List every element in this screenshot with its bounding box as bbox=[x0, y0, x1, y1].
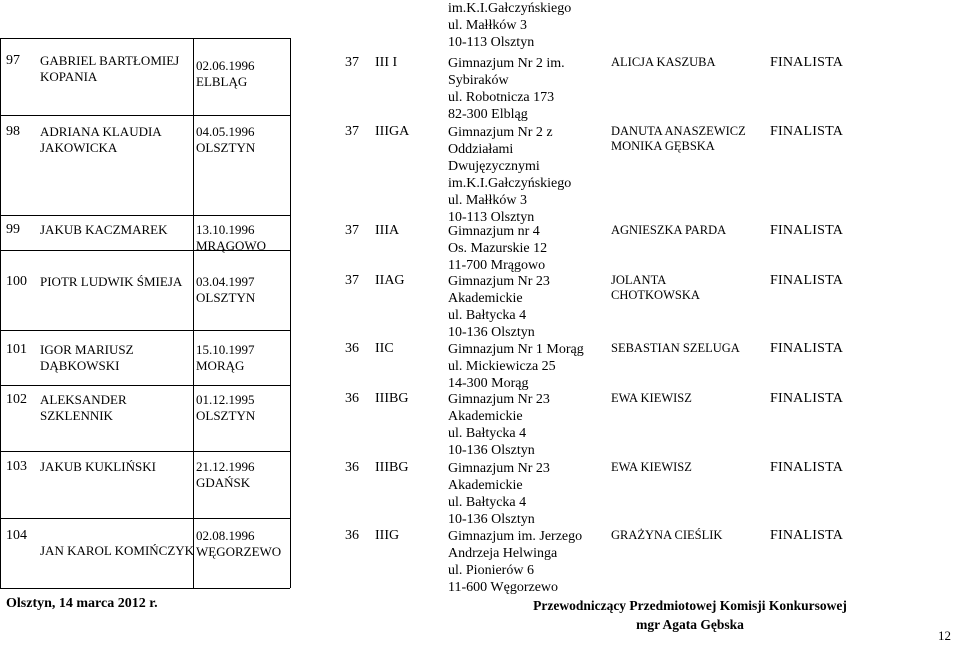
page-number: 12 bbox=[938, 628, 951, 643]
birth-info: 13.10.1996 MRĄGOWO bbox=[196, 222, 267, 253]
points-class: 36 IIC bbox=[345, 341, 394, 356]
status-label: FINALISTA bbox=[770, 391, 844, 406]
school-info: Gimnazjum Nr 23 Akademickie ul. Bałtycka 4 10-136 Olsztyn bbox=[448, 274, 550, 340]
points-class: 37 IIAG bbox=[345, 273, 405, 288]
points-class: 36 IIIBG bbox=[345, 391, 409, 406]
row-number: 102 bbox=[6, 392, 27, 407]
birth-info: 15.10.1997 MORĄG bbox=[196, 342, 255, 373]
student-name: PIOTR LUDWIK ŚMIEJA bbox=[40, 274, 183, 289]
school-info: Gimnazjum Nr 23 Akademickie ul. Bałtycka 4 10-136 Olsztyn bbox=[448, 461, 550, 527]
school-info: Gimnazjum im. Jerzego Andrzeja Helwinga ul. Pionierów 6 11-600 Węgorzewo bbox=[448, 529, 583, 595]
row-divider bbox=[0, 385, 290, 386]
status-label: FINALISTA bbox=[770, 124, 844, 139]
column-divider bbox=[290, 38, 291, 588]
column-divider bbox=[0, 38, 1, 588]
row-divider bbox=[0, 38, 290, 39]
row-divider bbox=[0, 588, 290, 589]
student-name: IGOR MARIUSZ DĄBKOWSKI bbox=[40, 342, 134, 373]
status-label: FINALISTA bbox=[770, 223, 844, 238]
student-name: ALEKSANDER SZKLENNIK bbox=[40, 392, 127, 423]
status-label: FINALISTA bbox=[770, 273, 844, 288]
column-divider bbox=[193, 38, 194, 588]
student-name: GABRIEL BARTŁOMIEJ KOPANIA bbox=[40, 53, 180, 84]
signature-block bbox=[520, 596, 860, 634]
status-label: FINALISTA bbox=[770, 341, 844, 356]
birth-info: 21.12.1996 GDAŃSK bbox=[196, 459, 255, 490]
teacher-name: SEBASTIAN SZELUGA bbox=[611, 341, 740, 355]
signature-title: Przewodniczący Przedmiotowej Komisji Konkursowej bbox=[533, 598, 847, 613]
student-name: ADRIANA KLAUDIA JAKOWICKA bbox=[40, 124, 162, 155]
school-info: Gimnazjum Nr 1 Morąg ul. Mickiewicza 25 14-300 Morąg bbox=[448, 342, 584, 391]
student-name: JAKUB KUKLIŃSKI bbox=[40, 459, 156, 474]
row-number: 99 bbox=[6, 222, 20, 237]
row-divider bbox=[0, 451, 290, 452]
row-number: 104 bbox=[6, 528, 27, 543]
row-divider bbox=[0, 330, 290, 331]
status-label: FINALISTA bbox=[770, 460, 844, 475]
points-class: 36 IIIBG bbox=[345, 460, 409, 475]
row-number: 100 bbox=[6, 274, 27, 289]
teacher-name: ALICJA KASZUBA bbox=[611, 55, 716, 69]
school-info: Gimnazjum Nr 23 Akademickie ul. Bałtycka 4 10-136 Olsztyn bbox=[448, 392, 550, 458]
status-label: FINALISTA bbox=[770, 528, 844, 543]
teacher-name: JOLANTA CHOTKOWSKA bbox=[611, 273, 700, 302]
birth-info: 01.12.1995 OLSZTYN bbox=[196, 392, 256, 423]
birth-info: 03.04.1997 OLSZTYN bbox=[196, 274, 256, 305]
row-divider bbox=[0, 518, 290, 519]
birth-info: 02.08.1996 WĘGORZEWO bbox=[196, 528, 282, 559]
row-number: 103 bbox=[6, 459, 27, 474]
school-address-fragment: im.K.I.Gałczyńskiego ul. Małłków 3 10-113 Olsztyn bbox=[448, 1, 572, 50]
row-divider bbox=[0, 215, 290, 216]
birth-info: 02.06.1996 ELBLĄG bbox=[196, 58, 255, 89]
teacher-name: AGNIESZKA PARDA bbox=[611, 223, 727, 237]
school-info: Gimnazjum nr 4 Os. Mazurskie 12 11-700 Mrągowo bbox=[448, 224, 548, 273]
teacher-name: EWA KIEWISZ bbox=[611, 460, 692, 474]
student-name: JAN KAROL KOMIŃCZYK bbox=[40, 543, 195, 558]
school-info: Gimnazjum Nr 2 im. Sybiraków ul. Robotnicza 173 82-300 Elbląg bbox=[448, 56, 565, 122]
row-number: 98 bbox=[6, 124, 20, 139]
points-class: 37 IIIGA bbox=[345, 124, 410, 139]
row-number: 97 bbox=[6, 53, 20, 68]
points-class: 37 III I bbox=[345, 55, 398, 70]
signature-name: mgr Agata Gębska bbox=[636, 617, 744, 632]
row-number: 101 bbox=[6, 342, 27, 357]
points-class: 37 IIIA bbox=[345, 223, 400, 238]
school-info: Gimnazjum Nr 2 z Oddziałami Dwujęzycznymi im.K.I.Gałczyńskiego ul. Małłków 3 10-113 Olsztyn bbox=[448, 125, 572, 225]
student-name: JAKUB KACZMAREK bbox=[40, 222, 168, 237]
row-divider bbox=[0, 115, 290, 116]
teacher-name: EWA KIEWISZ bbox=[611, 391, 692, 405]
place-date: Olsztyn, 14 marca 2012 r. bbox=[6, 596, 158, 611]
teacher-name: DANUTA ANASZEWICZ MONIKA GĘBSKA bbox=[611, 124, 746, 153]
status-label: FINALISTA bbox=[770, 55, 844, 70]
birth-info: 04.05.1996 OLSZTYN bbox=[196, 124, 256, 155]
points-class: 36 IIIG bbox=[345, 528, 400, 543]
teacher-name: GRAŻYNA CIEŚLIK bbox=[611, 528, 723, 542]
